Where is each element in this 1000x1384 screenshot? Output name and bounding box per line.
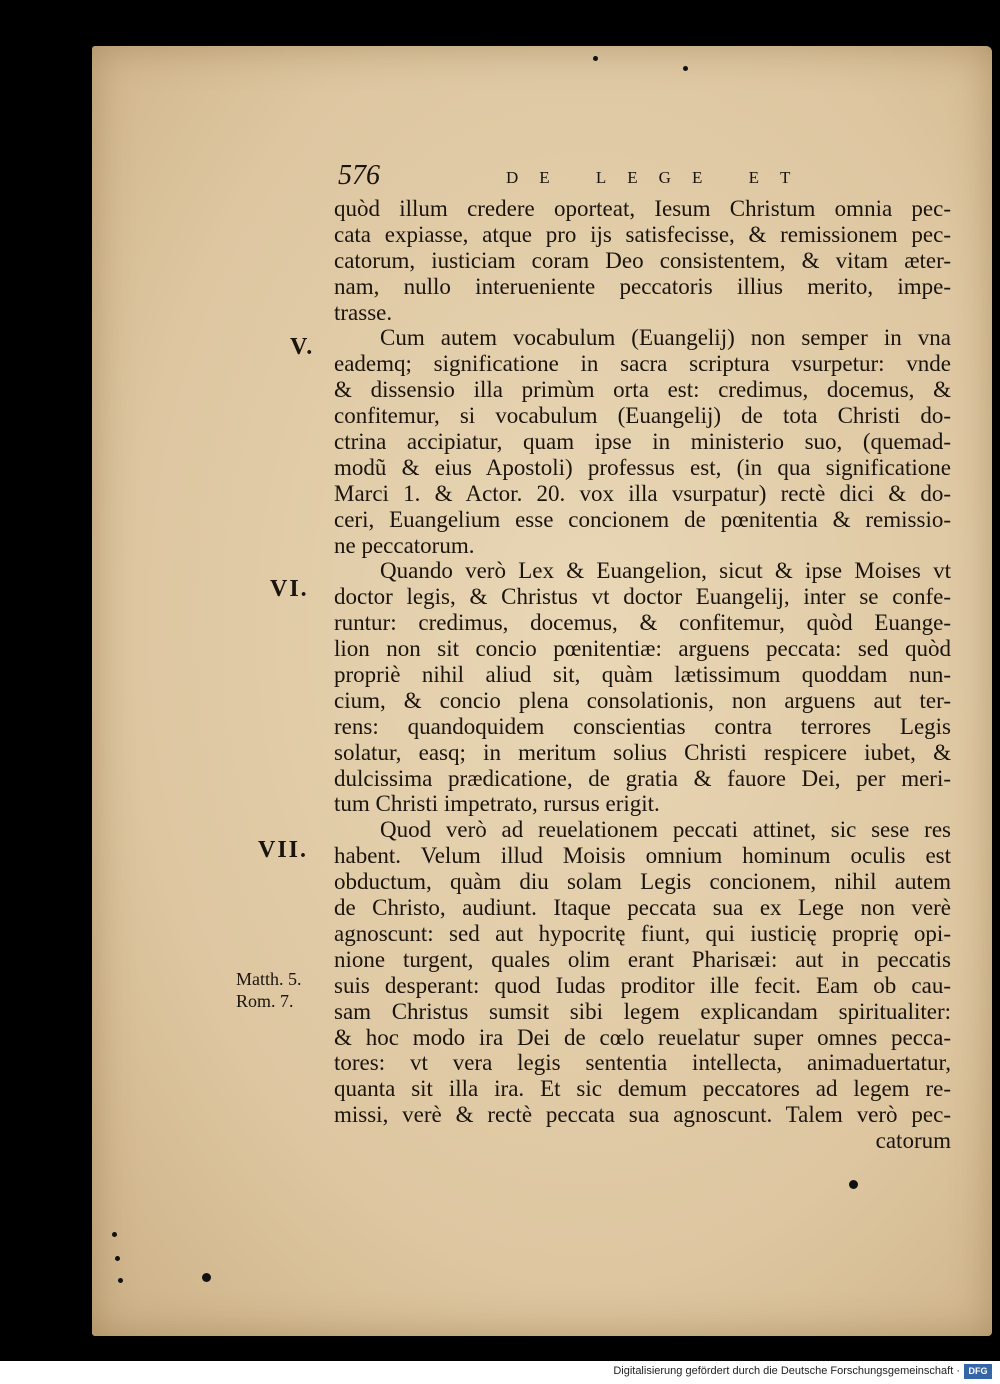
margin-note-romans: Rom. 7.: [236, 991, 294, 1011]
text-line: tum Christi impetrato, rursus erigit.: [334, 791, 660, 817]
paragraph-4: [334, 817, 951, 1128]
text-line: confitemur, si vocabulum (Euangelij) de tota Christi do-: [334, 403, 951, 429]
text-line: nam, nullo interueniente peccatoris illius merito, impe-: [334, 273, 951, 299]
text-line: ctrina accipiatur, quam ipse in ministerio suo, (quemad-: [334, 429, 951, 455]
text-line: Cum autem vocabulum (Euangelij) non semper in vna: [380, 325, 951, 351]
text-line: runtur: credimus, docemus, & confitemur, quòd Euange-: [334, 610, 951, 636]
dfg-logo: DFG: [964, 1364, 992, 1379]
text-line: trasse.: [334, 299, 393, 325]
paragraph-2: [334, 325, 951, 558]
ink-spot: [683, 66, 688, 71]
ink-spot: [112, 1232, 117, 1237]
text-line: suis desperant: quod Iudas proditor ille fecit. Eam ob cau-: [334, 972, 951, 998]
text-line: missi, verè & rectè peccata sua agnoscunt. Talem verò pec-: [334, 1102, 951, 1128]
text-line: doctor legis, & Christus vt doctor Euangelij, inter se confe-: [334, 584, 951, 610]
text-line: ceri, Euangelium esse concionem de pœnitentia & remissio-: [334, 506, 951, 532]
text-line: agnoscunt: sed aut hypocritę fiunt, qui iusticię proprię opi-: [334, 920, 951, 946]
text-line: tores: vt vera legis sententia intellecta, animaduertatur,: [334, 1050, 951, 1076]
text-line: catorum, iusticiam coram Deo consistentem, & vitam æter-: [334, 247, 951, 273]
text-line: cata expiasse, atque pro ijs satisfecisse, & remissionem pec-: [334, 221, 951, 247]
text-line: dulcissima prædicatione, de gratia & fauore Dei, per meri-: [334, 765, 951, 791]
section-marker-vi: VI.: [270, 576, 309, 602]
text-line: rens: quandoquidem conscientias contra terrores Legis: [334, 713, 951, 739]
ink-spot: [118, 1278, 123, 1283]
ink-spot: [115, 1256, 120, 1261]
text-line: obductum, quàm diu solam Legis concionem, nihil autem: [334, 869, 951, 895]
text-line: lion non sit concio pœnitentiæ: arguens peccata: sed quòd: [334, 636, 951, 662]
text-line: habent. Velum illud Moisis omnium hominum oculis est: [334, 843, 951, 869]
ink-spot: [593, 56, 598, 61]
section-marker-v: V.: [290, 334, 315, 360]
attribution-text: Digitalisierung gefördert durch die Deutsche Forschungsgemeinschaft ·: [613, 1365, 960, 1377]
text-line: Marci 1. & Actor. 20. vox illa vsurpatur) rectè dici & do-: [334, 480, 951, 506]
main-text: [334, 196, 951, 1154]
page-number: 576: [338, 160, 380, 191]
paragraph-3: [334, 558, 951, 817]
catchword: catorum: [875, 1128, 951, 1154]
text-line: quòd illum credere oporteat, Iesum Christum omnia pec-: [334, 196, 951, 221]
ink-spot: [202, 1273, 211, 1282]
text-line: nione turgent, quales olim erant Pharisæi: aut in peccatis: [334, 946, 951, 972]
text-line: Quod verò ad reuelationem peccati attinet, sic sese res: [380, 817, 951, 843]
ink-spot: [849, 1180, 858, 1189]
text-line: cium, & concio plena consolationis, non arguens aut ter-: [334, 687, 951, 713]
text-line: modũ & eius Apostoli) professus est, (in qua significatione: [334, 454, 951, 480]
running-head: [338, 160, 828, 194]
margin-note-matthew: Matth. 5.: [236, 969, 302, 989]
text-line: de Christo, audiunt. Itaque peccata sua ex Lege non verè: [334, 895, 951, 921]
text-line: quanta sit illa ira. Et sic demum peccatores ad legem re-: [334, 1076, 951, 1102]
section-marker-vii: VII.: [258, 837, 309, 863]
attribution-bar: [0, 1361, 1000, 1384]
text-line: sam Christus sumsit sibi legem explicandam spiritualiter:: [334, 998, 951, 1024]
text-line: & hoc modo ira Dei de cœlo reuelatur super omnes pecca-: [334, 1024, 951, 1050]
text-line: propriè nihil aliud sit, quàm lætissimum quoddam nun-: [334, 662, 951, 688]
running-title: DE LEGE ET: [506, 168, 812, 187]
text-line: ne peccatorum.: [334, 532, 475, 558]
text-line: eademq; significatione in sacra scriptura vsurpetur: vnde: [334, 351, 951, 377]
paragraph-1: [334, 196, 951, 325]
text-line: solatur, easq; in meritum solius Christi respicere iubet, &: [334, 739, 951, 765]
text-line: & dissensio illa primùm orta est: credimus, docemus, &: [334, 377, 951, 403]
text-line: Quando verò Lex & Euangelion, sicut & ipse Moises vt: [380, 558, 951, 584]
